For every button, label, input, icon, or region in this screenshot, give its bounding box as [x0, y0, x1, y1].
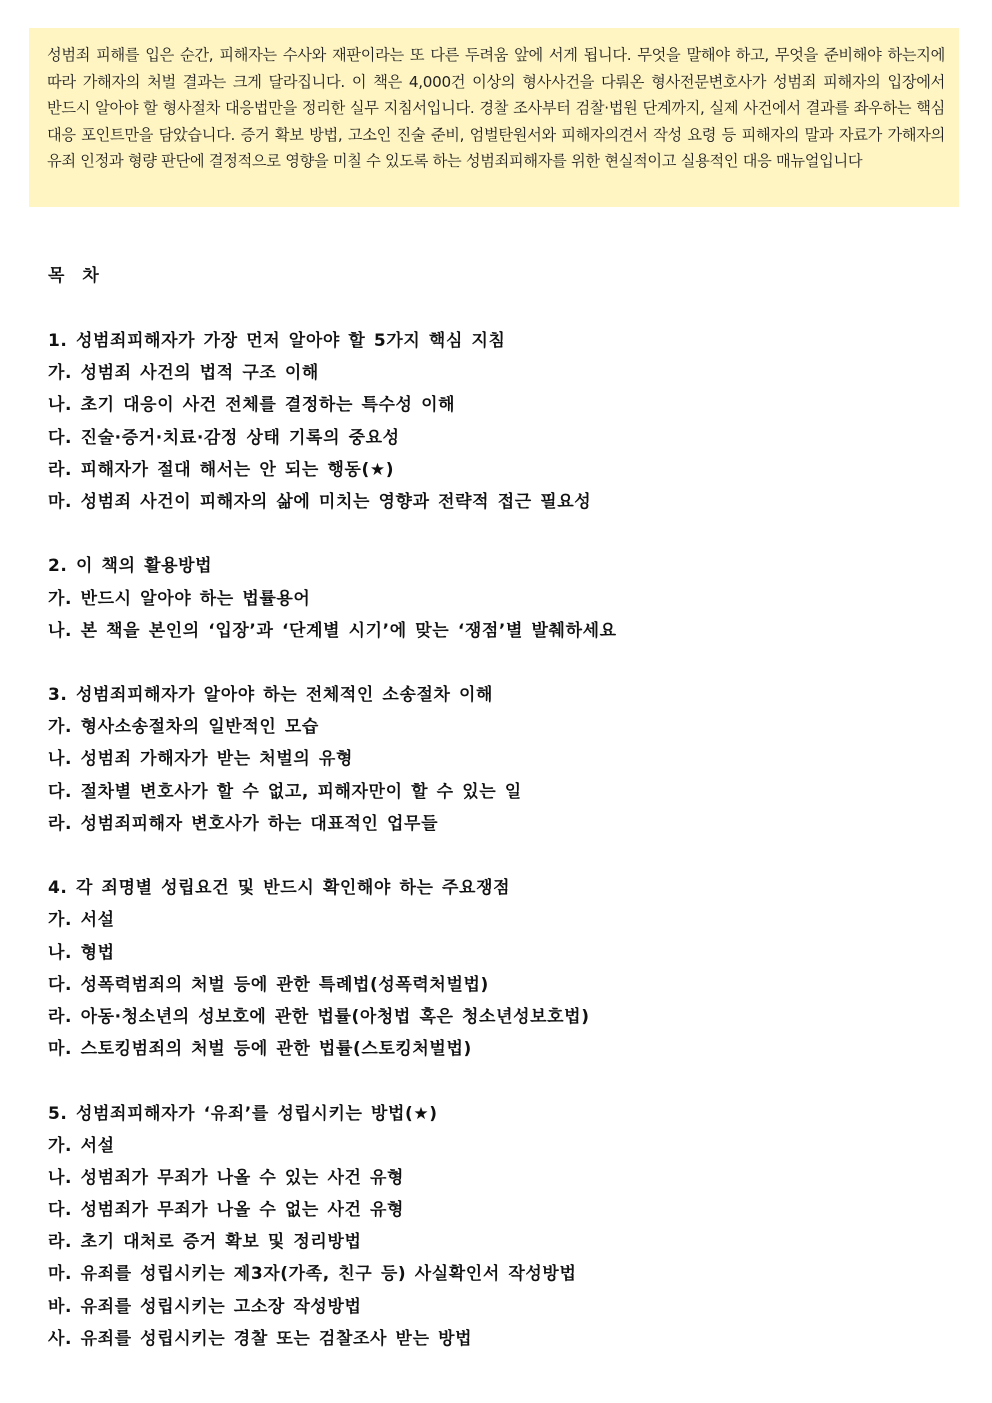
toc-item: 마. 성범죄 사건이 피해자의 삶에 미치는 영향과 전략적 접근 필요성 [48, 491, 592, 512]
toc-section-4 [48, 872, 948, 1065]
toc-item: 나. 형법 [48, 942, 115, 963]
toc-item: 사. 유죄를 성립시키는 경찰 또는 검찰조사 받는 방법 [48, 1328, 473, 1349]
intro-text: 성범죄 피해를 입은 순간, 피해자는 수사와 재판이라는 또 다른 두려움 앞에 서게 됩니다. 무엇을 말해야 하고, 무엇을 준비해야 하는지에 따라 가해자의 처벌 결과는 크게 달라집니다. 이 책은 4,000건 이상의 형사사건을 다뤄온 형사전문변호사가 성범죄 피해자의 입장에서 반드시 알아야 할 형사절차 대응법만을 정리한 실무 지침서입니다. 경찰 조사부터 검찰·법원 단계까지, 실제 사건에서 결과를 좌우하는 핵심 대응 포인트만을 담았습니다. 증거 확보 방법, 고소인 진술 준비, 엄벌탄원서와 피해자의견서 작성 요령 등 피해자의 말과 자료가 가해자의 유죄 인정과 형량 판단에 결정적으로 영향을 미칠 수 있도록 하는 성범죄피해자를 위한 현실적이고 실용적인 대응 매뉴얼입니다 [47, 46, 945, 170]
toc-section-heading: 1. 성범죄피해자가 가장 먼저 알아야 할 5가지 핵심 지침 [48, 331, 506, 351]
toc-item: 라. 아동·청소년의 성보호에 관한 법률(아청법 혹은 청소년성보호법) [48, 1006, 590, 1027]
toc-section-heading: 4. 각 죄명별 성립요건 및 반드시 확인해야 하는 주요쟁점 [48, 878, 511, 899]
toc-section-1 [48, 325, 948, 518]
toc-item: 라. 성범죄피해자 변호사가 하는 대표적인 업무들 [48, 813, 439, 834]
toc-item: 나. 초기 대응이 사건 전체를 결정하는 특수성 이해 [48, 395, 456, 416]
toc-item: 마. 유죄를 성립시키는 제3자(가족, 친구 등) 사실확인서 작성방법 [48, 1264, 577, 1285]
toc-item: 라. 초기 대처로 증거 확보 및 정리방법 [48, 1232, 362, 1253]
toc-item: 가. 성범죄 사건의 법적 구조 이해 [48, 363, 319, 384]
toc-item: 라. 피해자가 절대 해서는 안 되는 행동(★) [48, 459, 395, 480]
toc-item: 바. 유죄를 성립시키는 고소장 작성방법 [48, 1296, 362, 1317]
toc-item: 다. 성범죄가 무죄가 나올 수 없는 사건 유형 [48, 1200, 405, 1221]
toc-section-heading: 2. 이 책의 활용방법 [48, 556, 213, 577]
toc-item: 나. 성범죄가 무죄가 나올 수 있는 사건 유형 [48, 1167, 405, 1188]
intro-summary-box [29, 28, 959, 207]
toc-section-5 [48, 1098, 948, 1356]
toc-item: 다. 성폭력범죄의 처벌 등에 관한 특례법(성폭력처벌법) [48, 974, 489, 995]
toc-item: 나. 본 책을 본인의 ‘입장’과 ‘단계별 시기’에 맞는 ‘쟁점’별 발췌하세요 [48, 620, 617, 641]
toc-section-2 [48, 550, 948, 647]
toc-section-heading: 3. 성범죄피해자가 알아야 하는 전체적인 소송절차 이해 [48, 685, 494, 706]
toc-item: 마. 스토킹범죄의 처벌 등에 관한 법률(스토킹처벌법) [48, 1039, 472, 1060]
toc-item: 가. 서설 [48, 910, 115, 931]
toc-item: 다. 진술·증거·치료·감정 상태 기록의 중요성 [48, 427, 400, 448]
toc-section-3 [48, 679, 948, 840]
toc-item: 가. 서설 [48, 1135, 115, 1156]
toc-item: 가. 형사소송절차의 일반적인 모습 [48, 717, 319, 738]
toc-item: 가. 반드시 알아야 하는 법률용어 [48, 588, 311, 609]
toc-item: 나. 성범죄 가해자가 받는 처벌의 유형 [48, 749, 353, 770]
toc-title: 목 차 [48, 266, 105, 286]
table-of-contents [48, 325, 948, 1387]
toc-section-heading: 5. 성범죄피해자가 ‘유죄’를 성립시키는 방법(★) [48, 1103, 438, 1124]
toc-item: 다. 절차별 변호사가 할 수 없고, 피해자만이 할 수 있는 일 [48, 781, 522, 802]
